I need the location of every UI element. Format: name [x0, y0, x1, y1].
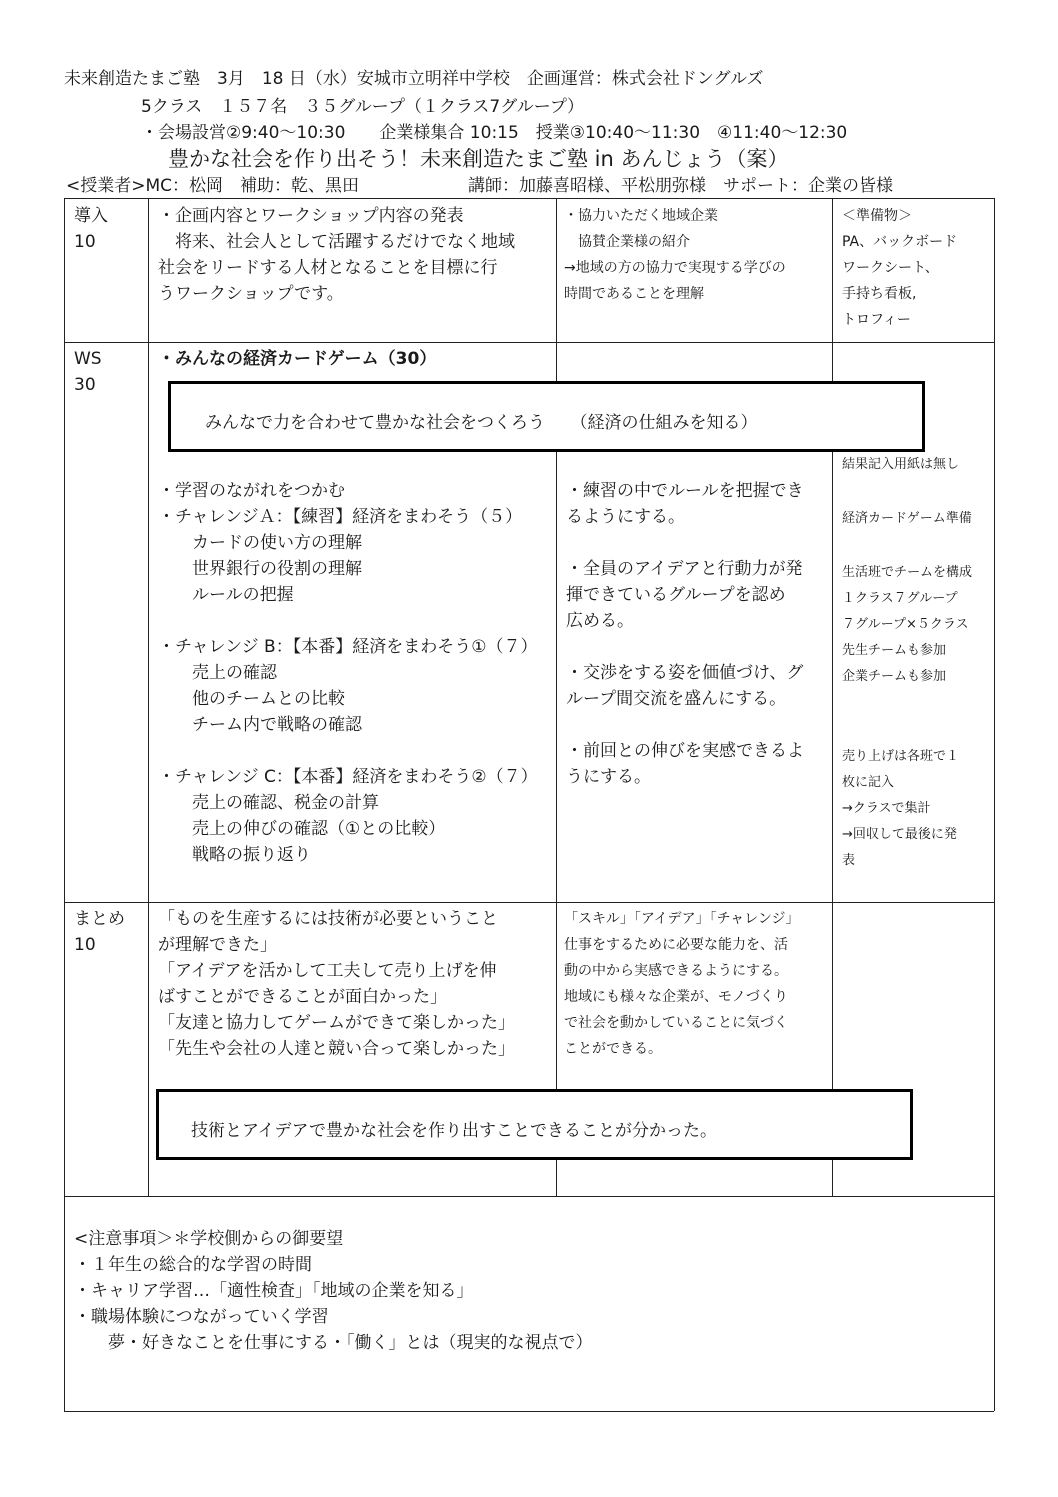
ws-section-label: WS 30 — [74, 349, 102, 395]
intro-content: ・企画内容とワークショップ内容の発表 将来、社会人として活躍するだけでなく地域 社会をリードする人材となることを目標に行 うワークショップです。 — [158, 206, 515, 304]
summary-notes: 「スキル」「アイデア」「チャレンジ」 仕事をするために必要な能力を、活 動の中から実感できるようにする。 地域にも様々な企業が、モノづくり で社会を動かしていることに気づく ことができる。 — [564, 911, 800, 1057]
ws-prep-list: 結果記入用紙は無し 経済カードゲーム準備 生活班でチームを構成 １クラス７グループ ７グループ×５クラス 先生チームも参加 企業チームも参加 売り上げは各班で１ 枚に記入 →クラスで集計 →回収して最後に発 表 — [842, 457, 973, 868]
intro-prep-list: ＜準備物＞ PA、バックボード ワークシート、 手持ち看板, トロフィー — [842, 208, 958, 328]
header-line-1: 未来創造たまご塾 3月 18 日（水）安城市立明祥中学校 企画運営：株式会社ドングルズ — [64, 69, 764, 89]
summary-goal-box — [156, 1089, 913, 1160]
intro-section-label: 導入 10 — [74, 206, 108, 252]
header-line-3: ・会場設営②9:40～10:30 企業様集合 10:15 授業③10:40～11:30 ④11:40～12:30 — [141, 123, 848, 143]
summary-section-label: まとめ 10 — [74, 909, 125, 955]
summary-goal-text: 技術とアイデアで豊かな社会を作り出すことできることが分かった。 — [191, 1121, 717, 1141]
cautions-section: <注意事項＞＊学校側からの御要望 ・１年生の総合的な学習の時間 ・キャリア学習…「適性検査」「地域の企業を知る」 ・職場体験につながっていく学習 夢・好きなことを仕事にする・「働く」とは（現実的な視点で） — [74, 1229, 593, 1353]
staff-right: 講師：加藤喜昭様、平松朋弥様 サポート：企業の皆様 — [468, 176, 893, 196]
ws-goal-box — [168, 381, 925, 452]
header-line-2: 5クラス １５７名 ３５グループ（１クラス7グループ） — [141, 97, 585, 117]
staff-left: <授業者>MC：松岡 補助：乾、黒田 — [66, 176, 360, 196]
intro-notes: ・協力いただく地域企業 協賛企業様の紹介 →地域の方の協力で実現する学びの 時間であることを理解 — [564, 208, 786, 302]
ws-game-title: ・みんなの経済カードゲーム（30） — [158, 349, 437, 369]
summary-content: 「ものを生産するには技術が必要ということ が理解できた」 「アイデアを活かして工夫して売り上げを伸 ばすことができることが面白かった」 「友達と協力してゲームができて楽しかった」 「先生や会社の人達と競い合って楽しかった」 — [158, 909, 515, 1059]
ws-notes: ・練習の中でルールを把握でき るようにする。 ・全員のアイデアと行動力が発 揮できているグループを認め 広める。 ・交渉をする姿を価値づけ、グ ループ間交流を盛んにする。 ・前回との伸びを実感できるよ うにする。 — [566, 481, 804, 787]
ws-content: ・学習のながれをつかむ ・チャレンジＡ：【練習】経済をまわそう（５） カードの使い方の理解 世界銀行の役割の理解 ルールの把握 ・チャレンジ B：【本番】経済をまわそう①（７） 売上の確認 他のチームとの比較 チーム内で戦略の確認 ・チャレンジ C：【本番】経済をまわそう②（７） 売上の確認、税金の計算 売上の伸びの確認（①との比較） 戦略の振り返り — [158, 481, 538, 865]
ws-goal-text: みんなで力を合わせて豊かな社会をつくろう （経済の仕組みを知る） — [205, 413, 758, 433]
page-title: 豊かな社会を作り出そう！未来創造たまご塾 in あんじょう（案） — [168, 147, 789, 171]
